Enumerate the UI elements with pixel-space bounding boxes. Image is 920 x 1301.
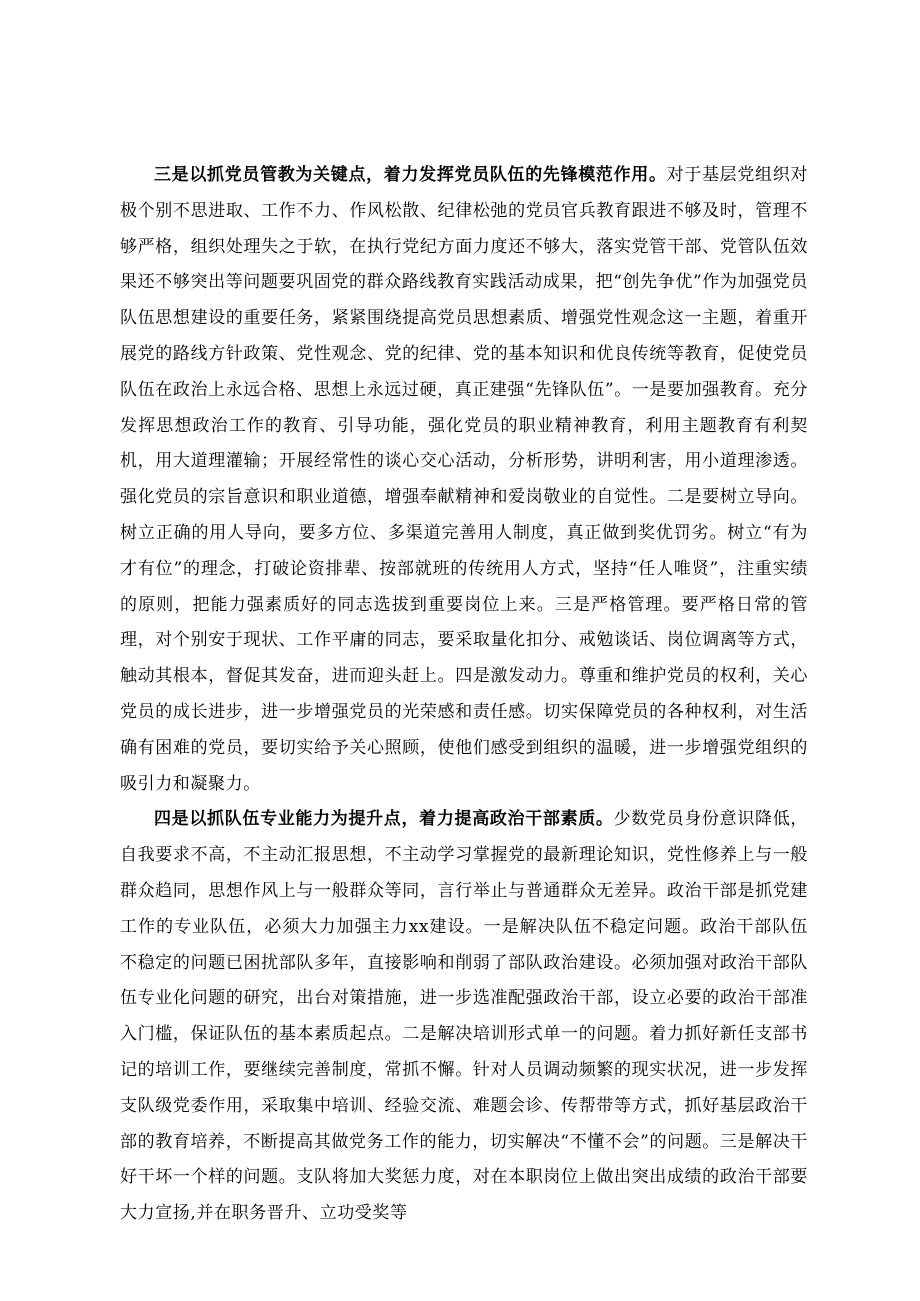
document-body <box>120 158 808 1232</box>
paragraph-section-four <box>120 802 808 1232</box>
paragraph-text: 少数党员身份意识降低，自我要求不高，不主动汇报思想，不主动学习掌握党的最新理论知识，党性修养上与一般群众趋同，思想作风上与一般群众等同，言行举止与普通群众无差异。政治干部是抓党建工作的专业队伍，必须大力加强主力xx建设。一是解决队伍不稳定问题。政治干部队伍不稳定的问题已困扰部队多年，直接影响和削弱了部队政治建设。必须加强对政治干部队伍专业化问题的研究，出台对策措施，进一步选准配强政治干部，设立必要的政治干部准入门槛，保证队伍的基本素质起点。二是解决培训形式单一的问题。着力抓好新任支部书记的培训工作，要继续完善制度，常抓不懈。针对人员调动频繁的现实状况，进一步发挥支队级党委作用，采取集中培训、经验交流、难题会诊、传帮带等方式，抓好基层政治干部的教育培养，不断提高其做党务工作的能力，切实解决“不懂不会”的问题。三是解决干好干坏一个样的问题。支队将加大奖惩力度，对在本职岗位上做出突出成绩的政治干部要大力宣扬,并在职务晋升、立功受奖等 <box>120 809 808 1224</box>
paragraph-text: 对于基层党组织对极个别不思进取、工作不力、作风松散、纪律松弛的党员官兵教育跟进不够及时，管理不够严格，组织处理失之于软，在执行党纪方面力度还不够大，落实党管干部、党管队伍效果还不够突出等问题要巩固党的群众路线教育实践活动成果，把“创先争优”作为加强党员队伍思想建设的重要任务，紧紧围绕提高党员思想素质、增强党性观念这一主题，着重开展党的路线方针政策、党性观念、党的纪律、党的基本知识和优良传统等教育，促使党员队伍在政治上永远合格、思想上永远过硬，真正建强“先锋队伍”。一是要加强教育。充分发挥思想政治工作的教育、引导功能，强化党员的职业精神教育，利用主题教育有利契机，用大道理灌输；开展经常性的谈心交心活动，分析形势，讲明利害，用小道理渗透。强化党员的宗旨意识和职业道德，增强奉献精神和爱岗敬业的自觉性。二是要树立导向。树立正确的用人导向，要多方位、多渠道完善用人制度，真正做到奖优罚劣。树立“有为才有位”的理念，打破论资排辈、按部就班的传统用人方式，坚持“任人唯贤”，注重实绩的原则，把能力强素质好的同志选拔到重要岗位上来。三是严格管理。要严格日常的管理，对个别安于现状、工作平庸的同志，要采取量化扣分、戒勉谈话、岗位调离等方式，触动其根本，督促其发奋，进而迎头赶上。四是激发动力。尊重和维护党员的权利，关心党员的成长进步，进一步增强党员的光荣感和责任感。切实保障党员的各种权利，对生活确有困难的党员，要切实给予关心照顾，使他们感受到组织的温暖，进一步增强党组织的吸引力和凝聚力。 <box>120 165 808 794</box>
paragraph-heading: 四是以抓队伍专业能力为提升点，着力提高政治干部素质。 <box>154 809 614 830</box>
paragraph-heading: 三是以抓党员管教为关键点，着力发挥党员队伍的先锋模范作用。 <box>154 165 667 185</box>
paragraph-section-three <box>120 158 808 802</box>
